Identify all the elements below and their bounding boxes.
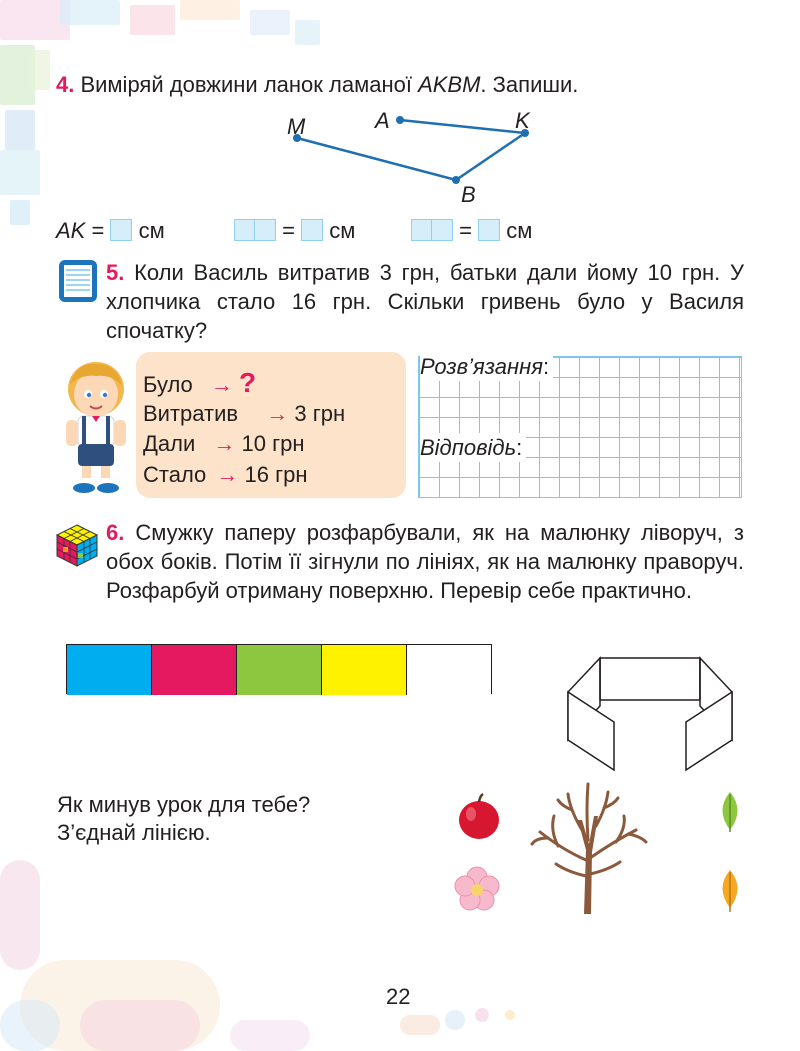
condition-row-3: Дали → 10 грн bbox=[143, 431, 305, 456]
folded-strip-figure[interactable] bbox=[560, 640, 745, 775]
answer-segment-3: = см bbox=[411, 216, 532, 245]
segment-name-box[interactable] bbox=[411, 219, 453, 241]
condition-row-4: Стало → 16 грн bbox=[143, 462, 308, 487]
strip-cell-yellow bbox=[322, 645, 407, 695]
green-leaf-icon[interactable] bbox=[713, 790, 747, 834]
notebook-icon bbox=[57, 258, 99, 304]
polyline-akbm bbox=[297, 120, 525, 180]
paper-strip bbox=[66, 644, 492, 694]
reflection-line-2: З’єднай лінією. bbox=[57, 820, 211, 845]
bare-tree-icon[interactable] bbox=[528, 780, 648, 916]
label-m: M bbox=[287, 114, 306, 139]
task6-statement bbox=[106, 518, 744, 605]
flower-icon[interactable] bbox=[452, 866, 502, 912]
polyline-name: AKBM bbox=[418, 72, 481, 97]
label-k: K bbox=[515, 108, 530, 133]
answer-ak: AK = см bbox=[56, 218, 165, 243]
task-number: 4. bbox=[56, 72, 75, 97]
segment-name-box[interactable] bbox=[234, 219, 276, 241]
point-b bbox=[452, 176, 460, 184]
task-text: Виміряй довжини ланок ламаної bbox=[74, 72, 419, 97]
point-a bbox=[396, 116, 404, 124]
rubiks-cube-icon bbox=[54, 522, 100, 568]
task5-statement bbox=[106, 258, 744, 345]
strip-cell-white[interactable] bbox=[407, 645, 491, 695]
answer-box[interactable] bbox=[110, 219, 132, 241]
strip-cell-green bbox=[237, 645, 322, 695]
task-text: . Запиши. bbox=[480, 72, 579, 97]
strip-cell-blue bbox=[67, 645, 152, 695]
yellow-leaf-icon[interactable] bbox=[713, 868, 747, 914]
task-number: 6. bbox=[106, 520, 125, 545]
apple-icon[interactable] bbox=[455, 792, 503, 842]
reflection-line-1: Як минув урок для тебе? bbox=[57, 792, 311, 817]
page-number: 22 bbox=[386, 984, 411, 1009]
solution-label: Розв’язання: bbox=[420, 352, 553, 381]
task-text: Коли Василь витратив 3 грн, батьки дали йому 10 грн. У хлопчика стало 16 грн. Скільки гривень було у Василя спочатку? bbox=[106, 260, 744, 343]
condition-row-2: Витратив → 3 грн bbox=[143, 401, 346, 426]
answer-segment-2: = см bbox=[234, 216, 355, 245]
boy-illustration bbox=[52, 356, 138, 496]
answer-label: Відповідь: bbox=[420, 433, 526, 462]
answer-box[interactable] bbox=[478, 219, 500, 241]
strip-cell-red bbox=[152, 645, 237, 695]
condition-row-1: Було → ? bbox=[143, 367, 257, 398]
label-a: A bbox=[375, 108, 390, 133]
task-number: 5. bbox=[106, 260, 125, 285]
task4-statement bbox=[56, 70, 578, 99]
polyline-figure bbox=[280, 100, 550, 210]
label-b: B bbox=[461, 182, 476, 207]
task-text: Смужку паперу розфарбували, як на малюнку ліворуч, з обох боків. Потім її зігнули по лініях, як на малюнку праворуч. Розфарбуй отриману поверхню. Перевір себе практично. bbox=[106, 520, 744, 603]
answer-box[interactable] bbox=[301, 219, 323, 241]
